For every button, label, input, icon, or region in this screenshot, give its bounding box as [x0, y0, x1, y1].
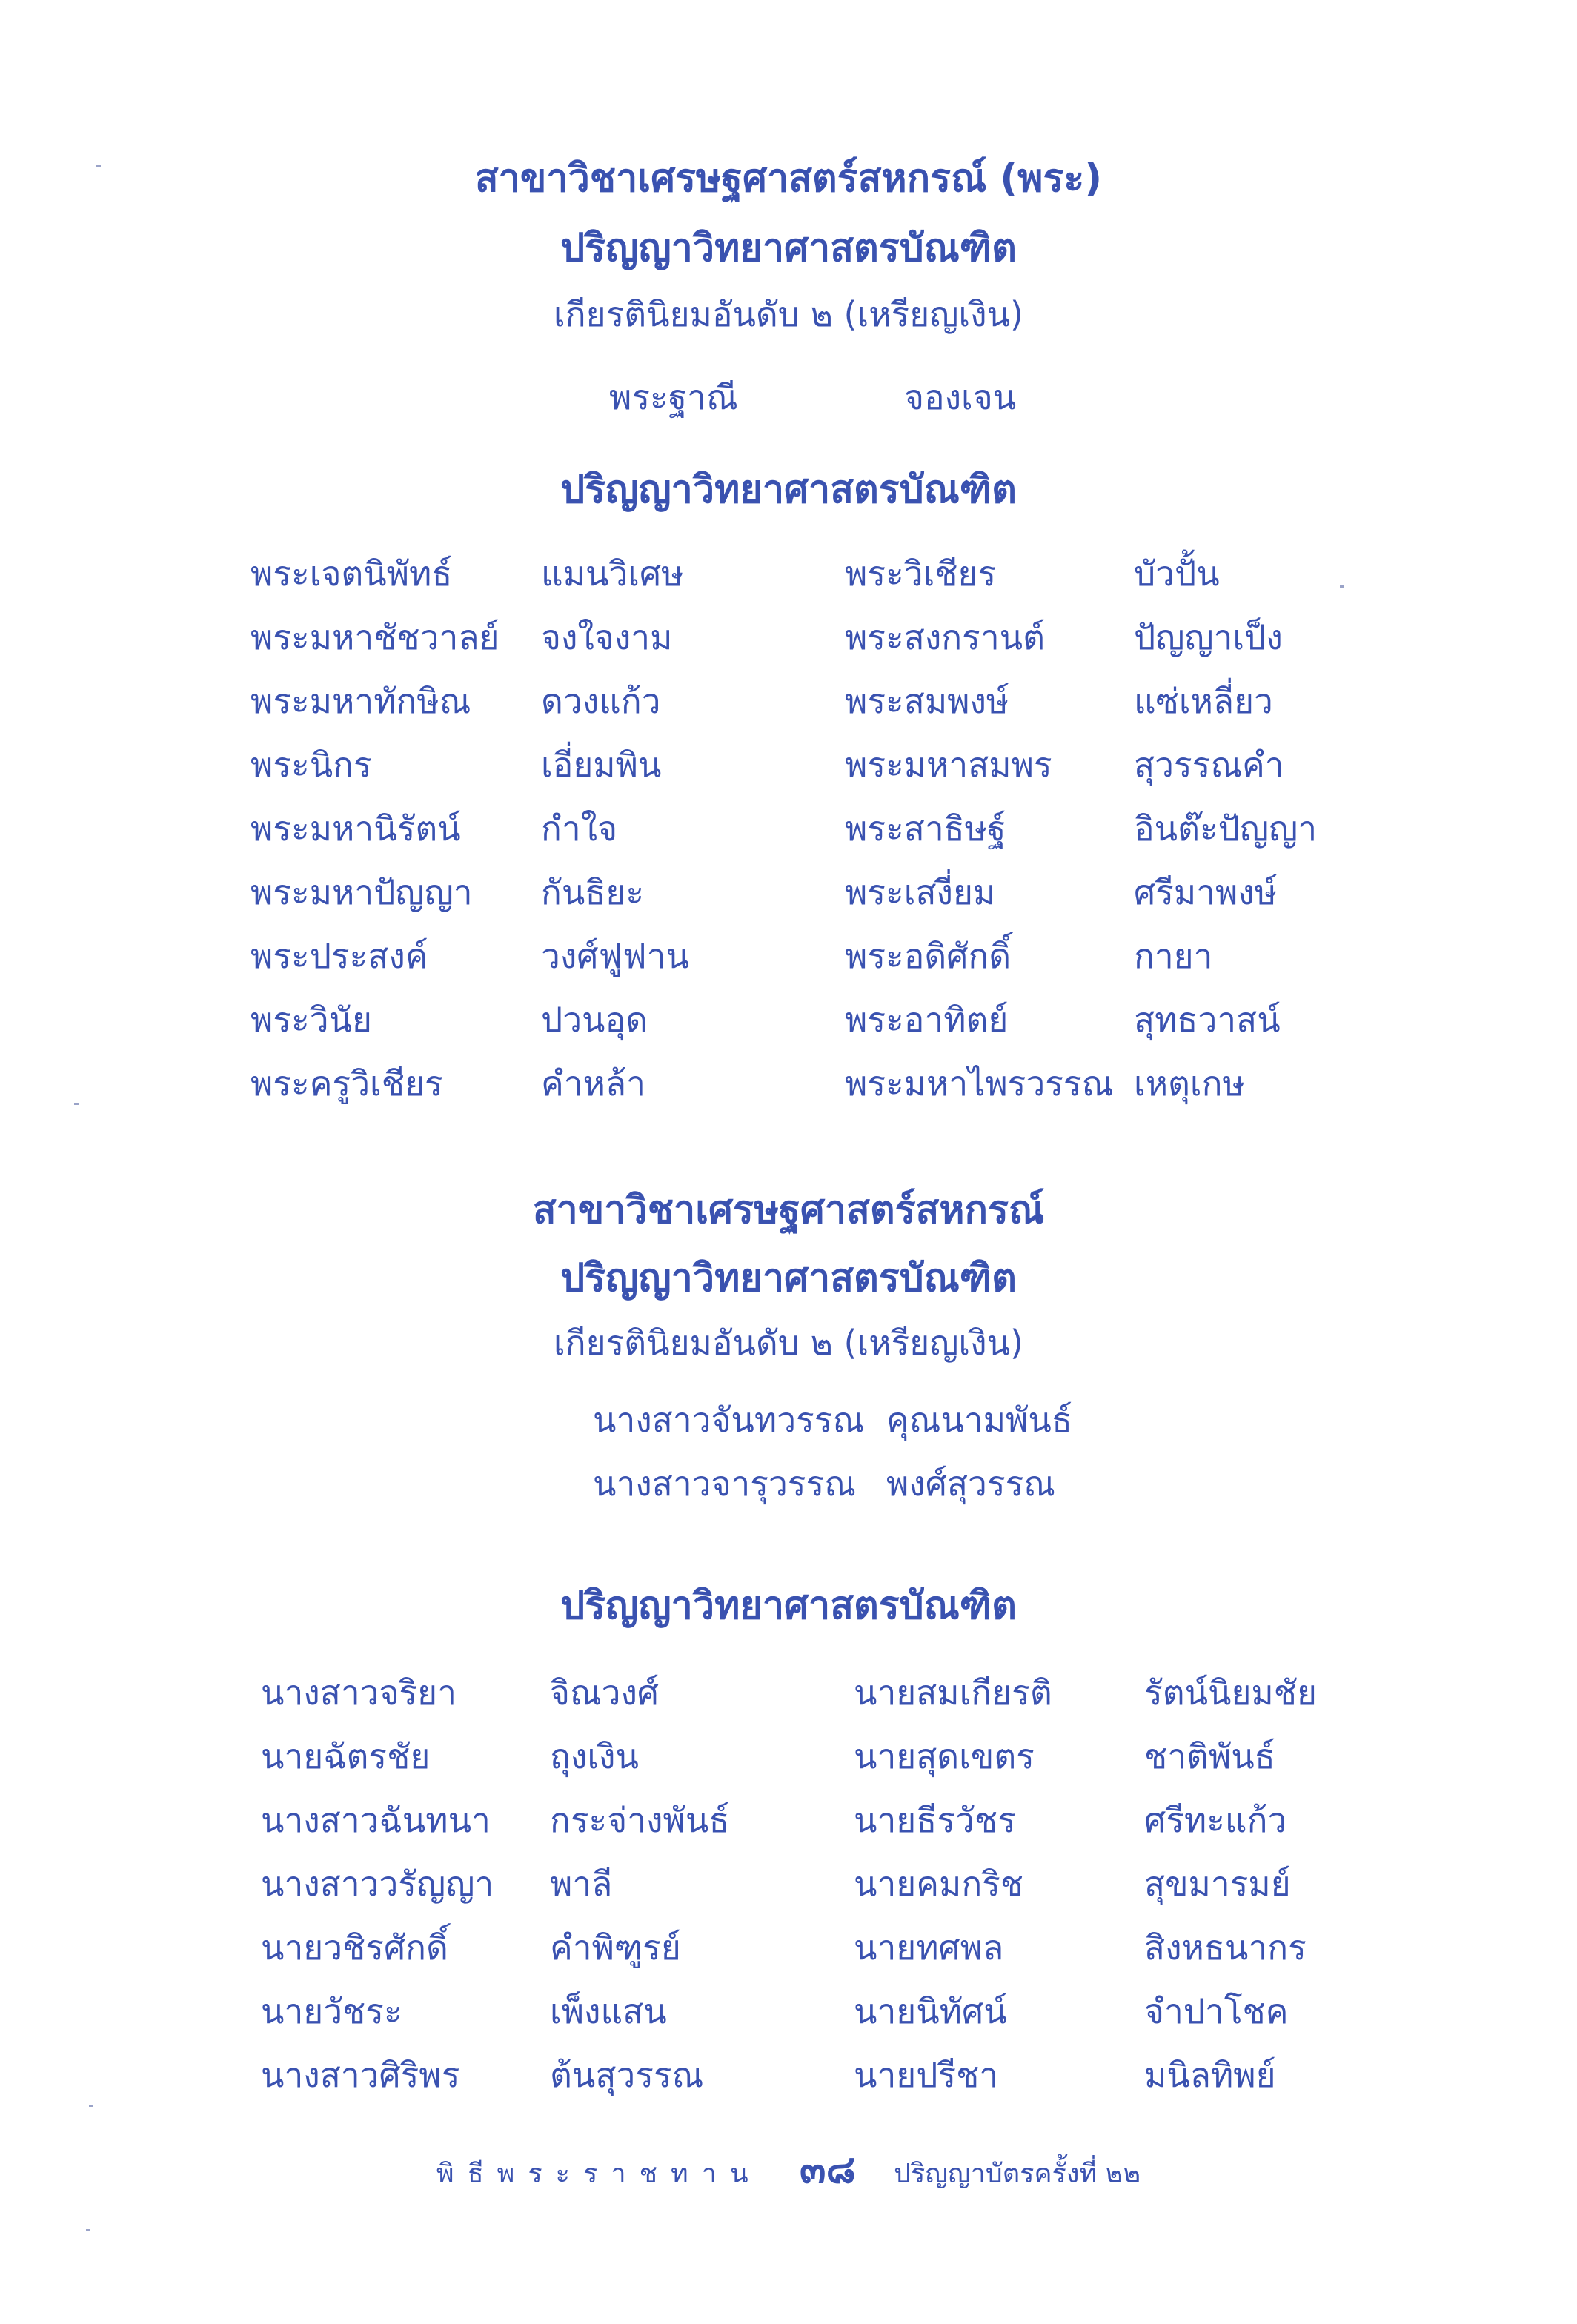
last-name-col1: กำใจ: [541, 809, 618, 849]
last-name-col1: คำพิฑูรย์: [550, 1928, 681, 1968]
first-name-col1: นางสาวศิริพร: [261, 2055, 460, 2095]
last-name-col1: จงใจงาม: [541, 617, 673, 657]
first-name-col1: นายฉัตรชัย: [261, 1736, 431, 1776]
section1-honor-first-name: พระฐาณี: [609, 377, 738, 417]
first-name-col1: นายวชิรศักดิ์: [261, 1928, 448, 1968]
first-name-col1: นางสาวจริยา: [261, 1673, 456, 1713]
first-name-col2: พระเสงี่ยม: [845, 872, 996, 912]
last-name-col1: ดวงแก้ว: [541, 681, 661, 721]
footer-ceremony-text: พิธีพระราชทาน: [436, 2159, 762, 2189]
last-name-col2: รัตน์นิยมชัย: [1144, 1673, 1317, 1713]
first-name-col2: พระสาธิษฐ์: [845, 809, 1006, 849]
section1-major-title: สาขาวิชาเศรษฐศาสตร์สหกรณ์ (พระ): [474, 156, 1103, 201]
first-name-col1: นายวัชระ: [261, 1991, 402, 2031]
first-name-col2: นายนิทัศน์: [854, 1991, 1007, 2031]
first-name-col2: พระอาทิตย์: [845, 1000, 1009, 1040]
last-name-col1: จิณวงศ์: [550, 1673, 660, 1713]
last-name-col2: บัวปั้น: [1134, 554, 1220, 594]
last-name-col1: พาลี: [550, 1864, 613, 1904]
first-name-col1: พระวินัย: [250, 1000, 372, 1040]
last-name-col2: อินต๊ะปัญญา: [1134, 809, 1318, 849]
first-name-col2: นายทศพล: [854, 1928, 1004, 1968]
last-name-col1: ต้นสุวรรณ: [550, 2055, 704, 2095]
first-name-col1: พระประสงค์: [250, 936, 428, 976]
first-name-col2: พระอดิศักดิ์: [845, 936, 1012, 976]
section2-honor-first-name: นางสาวจารุวรรณ: [593, 1464, 856, 1504]
last-name-col2: สุทธวาสน์: [1134, 1000, 1281, 1040]
last-name-col2: สิงหธนากร: [1144, 1928, 1307, 1968]
last-name-col2: แซ่เหลี่ยว: [1134, 681, 1273, 721]
first-name-col2: พระมหาไพรวรรณ: [845, 1063, 1114, 1103]
first-name-col2: พระสงกรานต์: [845, 617, 1045, 657]
first-name-col1: พระเจตนิพัทธ์: [250, 554, 453, 594]
section2-major-title: สาขาวิชาเศรษฐศาสตร์สหกรณ์: [532, 1188, 1045, 1232]
last-name-col1: ปวนอุด: [541, 1000, 648, 1040]
section1-degree2-title: ปริญญาวิทยาศาสตรบัณฑิต: [560, 468, 1017, 512]
last-name-col1: คำหล้า: [541, 1063, 645, 1103]
first-name-col2: พระวิเชียร: [845, 554, 997, 594]
first-name-col1: พระครูวิเชียร: [250, 1063, 443, 1103]
scan-speck: [1340, 585, 1344, 588]
last-name-col1: ถุงเงิน: [550, 1736, 639, 1776]
last-name-col2: สุขมารมย์: [1144, 1864, 1291, 1904]
first-name-col2: พระมหาสมพร: [845, 745, 1052, 785]
last-name-col2: เหตุเกษ: [1134, 1063, 1245, 1103]
last-name-col1: เพ็งแสน: [550, 1991, 667, 2031]
section2-honor-last-name: คุณนามพันธ์: [886, 1400, 1072, 1440]
section2-degree2-title: ปริญญาวิทยาศาสตรบัณฑิต: [560, 1584, 1017, 1628]
last-name-col1: แมนวิเศษ: [541, 554, 684, 594]
first-name-col2: นายปรีชา: [854, 2055, 999, 2095]
last-name-col2: จำปาโชค: [1144, 1991, 1289, 2031]
page-number: ๓๘: [800, 2148, 856, 2192]
first-name-col1: พระมหานิรัตน์: [250, 809, 461, 849]
last-name-col1: กระจ่างพันธ์: [550, 1800, 730, 1840]
last-name-col2: สุวรรณคำ: [1134, 745, 1284, 785]
section2-name-list: [0, 1666, 1577, 2125]
last-name-col1: วงศ์ฟูฟาน: [541, 936, 689, 976]
last-name-col2: กายา: [1134, 936, 1213, 976]
scan-speck: [86, 2229, 90, 2231]
last-name-col2: ปัญญาเป็ง: [1134, 617, 1283, 657]
first-name-col2: พระสมพงษ์: [845, 681, 1009, 721]
footer-edition-text: ปริญญาบัตรครั้งที่ ๒๒: [894, 2159, 1141, 2189]
first-name-col2: นายสุดเขตร: [854, 1736, 1035, 1776]
section2-degree-title: ปริญญาวิทยาศาสตรบัณฑิต: [560, 1256, 1017, 1301]
section2-honor-last-name: พงศ์สุวรรณ: [886, 1464, 1055, 1504]
last-name-col1: เอี่ยมพิน: [541, 745, 662, 785]
scan-speck: [89, 2105, 93, 2107]
section1-degree-title: ปริญญาวิทยาศาสตรบัณฑิต: [560, 226, 1017, 270]
first-name-col1: พระมหาปัญญา: [250, 872, 473, 912]
scan-speck: [74, 1103, 79, 1105]
section2-honors-label: เกียรตินิยมอันดับ ๒ (เหรียญเงิน): [554, 1323, 1023, 1363]
last-name-col2: ชาติพันธ์: [1144, 1736, 1275, 1776]
first-name-col2: นายคมกริช: [854, 1864, 1024, 1904]
section1-honor-last-name: จองเจน: [904, 377, 1017, 417]
page-footer: [0, 2138, 1577, 2200]
last-name-col2: ศรีทะแก้ว: [1144, 1800, 1287, 1840]
first-name-col2: นายสมเกียรติ: [854, 1673, 1052, 1713]
section2-honor-first-name: นางสาวจันทวรรณ: [593, 1400, 865, 1440]
last-name-col2: ศรีมาพงษ์: [1134, 872, 1278, 912]
first-name-col1: พระนิกร: [250, 745, 372, 785]
first-name-col1: นางสาวฉันทนา: [261, 1800, 491, 1840]
first-name-col1: นางสาววรัญญา: [261, 1864, 494, 1904]
first-name-col1: พระมหาทักษิณ: [250, 681, 471, 721]
last-name-col2: มนิลทิพย์: [1144, 2055, 1276, 2095]
scan-speck: [96, 165, 101, 167]
last-name-col1: กันธิยะ: [541, 872, 645, 912]
section1-honors-label: เกียรตินิยมอันดับ ๒ (เหรียญเงิน): [554, 294, 1023, 334]
first-name-col2: นายธีรวัชร: [854, 1800, 1016, 1840]
first-name-col1: พระมหาชัชวาลย์: [250, 617, 499, 657]
section1-name-list: [0, 547, 1577, 1125]
